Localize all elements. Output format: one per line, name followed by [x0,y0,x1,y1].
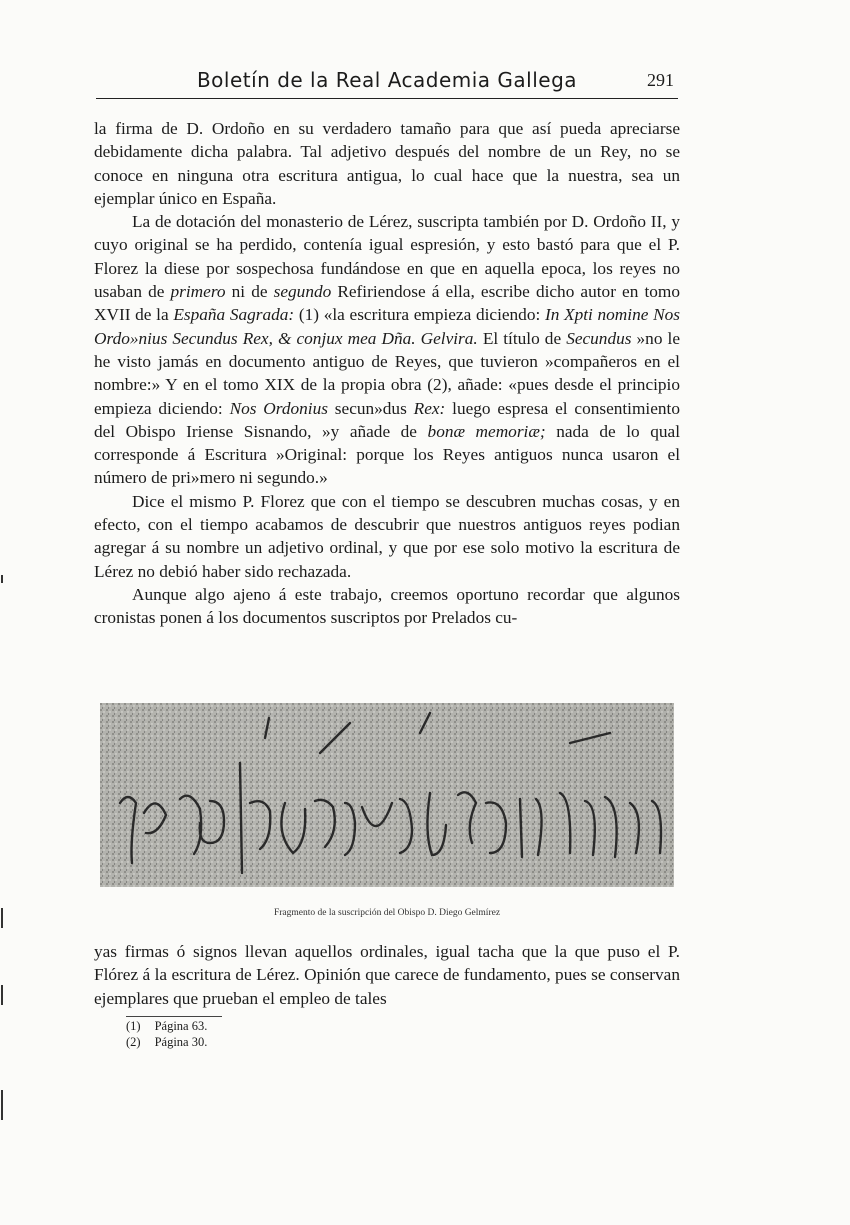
paragraph: yas firmas ó signos llevan aquellos ordinales, igual tacha que la que puso el P. Flórez á la escritura de Lérez. Opinión que carece de fundamento, pues se conservan ejemplares que prueban el empleo de tales [94,942,680,1008]
footnote-mark: (2) [126,1035,141,1049]
footnote-rule [126,1016,222,1017]
footnote [126,1018,426,1034]
footnotes [126,1018,426,1050]
page-number: 291 [647,70,674,90]
journal-title: Boletín de la Real Academia Gallega [196,68,578,92]
margin-mark [1,908,3,928]
paragraph: Dice el mismo P. Florez que con el tiempo se descubren muchas cosas, y en efecto, con el tiempo acabamos de descubrir que nuestros antiguos reyes podian agregar á su nombre un adjetivo ordinal, y que por ese solo motivo la escritura de Lérez no debió haber sido rechazada. [94,491,680,581]
paragraph: la firma de D. Ordoño en su verdadero tamaño para que así pueda apreciarse debidamente dicha palabra. Tal adjetivo después del nombre de un Rey, no se conoce en ninguna otra escritura antigua, lo cual hace que la nuestra, sea un ejemplar único en España. [94,119,680,208]
body-text-bottom [94,940,680,1010]
inscription-drawing [100,703,674,887]
footnote-mark: (1) [126,1019,141,1033]
footnote [126,1034,426,1050]
margin-mark [1,985,3,1005]
paragraph: La de dotación del monasterio de Lérez, suscripta también por D. Ordoño II, y cuyo original se ha perdido, contenía igual espresión, y esto bastó para que el P. Florez la diese por sospechosa fundándose en que en aquella epoca, los reyes no usaban de primero ni de segundo Refiriendose á ella, escribe dicho autor en tomo XVII de la España Sagrada: (1) «la escritura empieza diciendo: In Xpti nomine Nos Ordo»nius Secundus Rex, & conjux mea Dña. Gelvira. El título de Secundus »no le he visto jamás en documento antiguo de Reyes, que tuvieron »compañeros en el nombre:» Y en el tomo XIX de la propia obra (2), añade: «pues desde el principio empieza diciendo: Nos Ordonius secun»dus Rex: luego espresa el consentimiento del Obispo Iriense Sisnando, »y añade de bonæ memoriæ; nada de lo qual corresponde á Escritura »Original: porque los Reyes antiguos nunca usaron el número de pri»mero ni segundo.» [94,212,680,488]
inscription-photo [100,703,674,887]
margin-mark [1,1090,3,1120]
footnote-text: Página 63. [154,1019,208,1033]
footnote-text: Página 30. [154,1035,208,1049]
paragraph: Aunque algo ajeno á este trabajo, creemos oportuno recordar que algunos cronistas ponen á los documentos suscriptos por Prelados cu- [94,584,680,628]
body-text-top [94,117,680,630]
running-header [96,62,678,99]
figure-caption: Fragmento de la suscripción del Obispo D. Diego Gelmírez [273,908,501,918]
margin-mark [1,575,3,583]
